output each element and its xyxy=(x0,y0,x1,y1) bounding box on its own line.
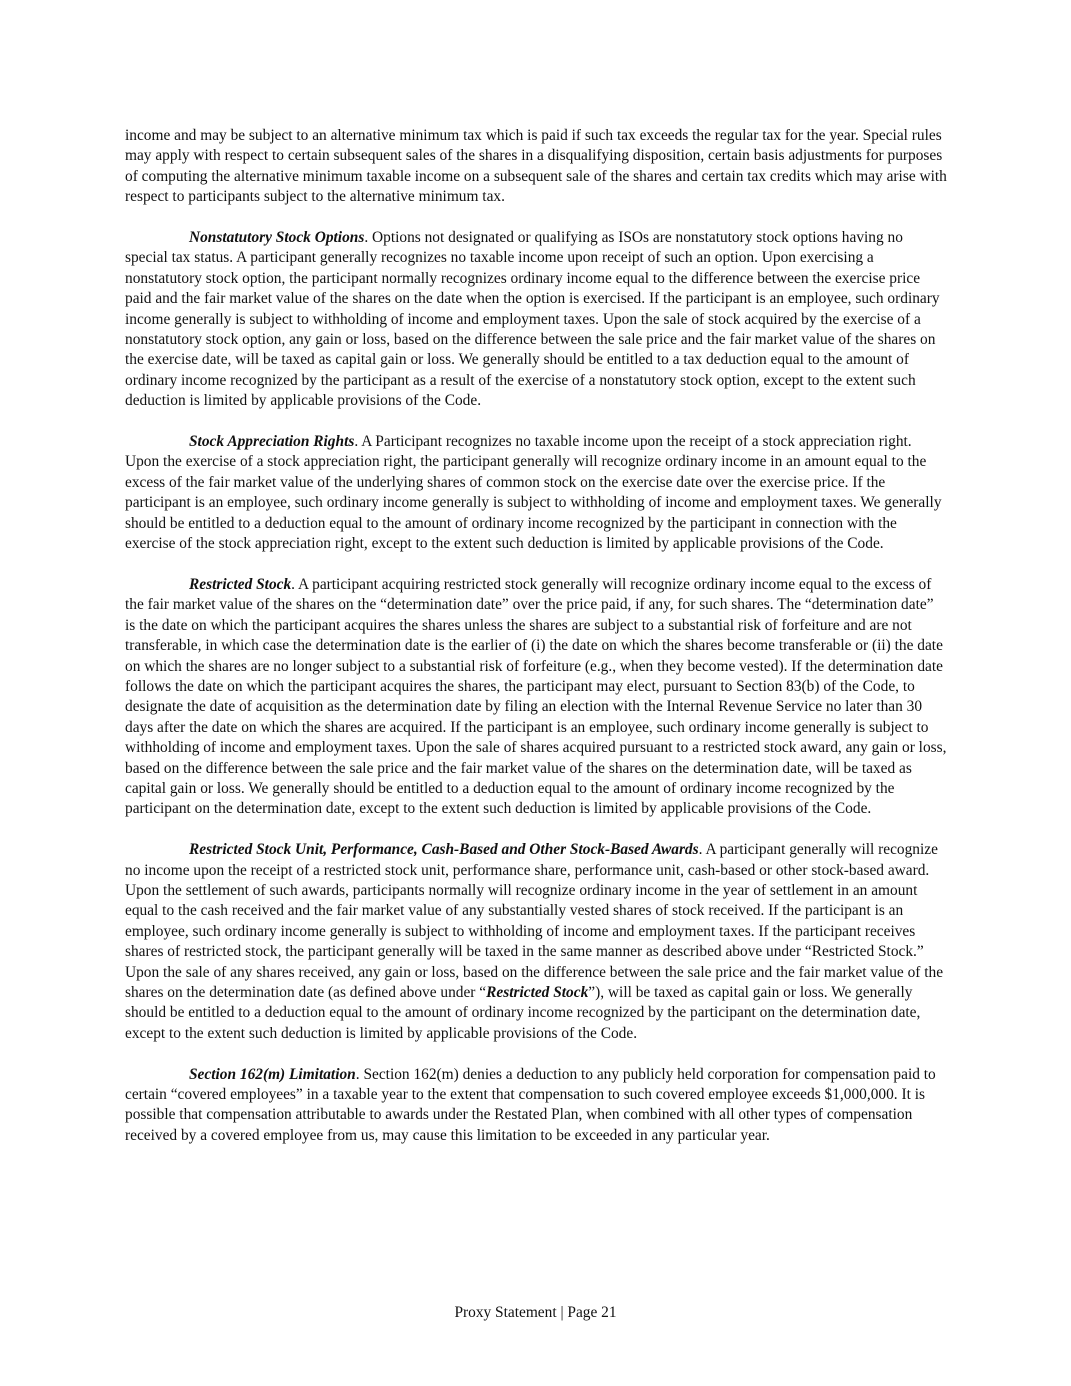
paragraph-gap xyxy=(125,208,947,228)
section-body: . A Participant recognizes no taxable income upon the receipt of a stock appreciation right. Upon the exercise of a stock appreciation right, the participant generally will recognize ordinary income in an amount equal to the excess of the fair market value of the underlying shares of common stock on the exercise date over the exercise price. If the participant is an employee, such ordinary income generally is subject to withholding of income and employment taxes. We generally should be entitled to a deduction equal to the amount of ordinary income recognized by the participant in connection with the exercise of the stock appreciation right, except to the extent such deduction is limited by applicable provisions of the Code. xyxy=(125,433,942,553)
section-body-continued: ”), will be taxed as capital gain or loss. We generally should be entitled to a deduction equal to the amount of ordinary income recognized by the participant on the determination date, except to the extent such deduction is limited by applicable provisions of the Code. xyxy=(125,984,921,1042)
section-stock-appreciation-rights xyxy=(125,432,947,554)
section-heading: Restricted Stock xyxy=(189,575,292,593)
section-rsu-performance-awards xyxy=(125,840,947,1044)
inline-emphasis: Restricted Stock xyxy=(486,984,589,1001)
document-page xyxy=(125,126,947,1146)
section-heading: Restricted Stock Unit, Performance, Cash-Based and Other Stock-Based Awards xyxy=(189,841,699,859)
paragraph-gap xyxy=(125,555,947,575)
section-body: . A participant generally will recognize no income upon the receipt of a restricted stock unit, performance share, performance unit, cash-based or other stock-based award. Upon the settlement of such awards, participants normally will recognize ordinary income in the year of settlement in an amount equal to the cash received and the fair market value of any substantially vested shares of stock received. If the participant is an employee, such ordinary income generally is subject to withholding of income and employment taxes. If the participant receives shares of restricted stock, the participant generally will be taxed in the same manner as described above under “Restricted Stock.” Upon the sale of any shares received, any gain or loss, based on the difference between the sale price and the fair market value of the shares on the determination date (as defined above under “ xyxy=(125,841,944,1001)
paragraph-gap xyxy=(125,820,947,840)
section-body: . Options not designated or qualifying as ISOs are nonstatutory stock options having no special tax status. A participant generally recognizes no taxable income upon receipt of such an option. Upon exercising a nonstatutory stock option, the participant normally recognizes ordinary income equal to the difference between the exercise price paid and the fair market value of the shares on the date when the option is exercised. If the participant is an employee, such ordinary income generally is subject to withholding of income and employment taxes. Upon the sale of stock acquired by the exercise of a nonstatutory stock option, any gain or loss, based on the difference between the sale price and the fair market value of the shares on the exercise date, will be taxed as capital gain or loss. We generally should be entitled to a tax deduction equal to the amount of ordinary income recognized by the participant as a result of the exercise of a nonstatutory stock option, except to the extent such deduction is limited by applicable provisions of the Code. xyxy=(125,229,940,410)
continuation-paragraph: income and may be subject to an alternative minimum tax which is paid if such tax exceeds the regular tax for the year. Special rules may apply with respect to certain subsequent sales of the shares in a disqualifying disposition, certain basis adjustments for purposes of computing the alternative minimum taxable income on a subsequent sale of the shares and certain tax credits which may arise with respect to participants subject to the alternative minimum tax. xyxy=(125,127,947,206)
section-body: . Section 162(m) denies a deduction to any publicly held corporation for compensation paid to certain “covered employees” in a taxable year to the extent that compensation to such covered employee exceeds $1,000,000. It is possible that compensation attributable to awards under the Restated Plan, when combined with all other types of compensation received by a covered employee from us, may cause this limitation to be exceeded in any particular year. xyxy=(125,1065,936,1144)
section-heading: Section 162(m) Limitation xyxy=(189,1065,356,1083)
section-heading: Stock Appreciation Rights xyxy=(189,433,355,451)
paragraph-gap xyxy=(125,1044,947,1064)
paragraph-gap xyxy=(125,412,947,432)
section-nonstatutory-stock-options xyxy=(125,228,947,412)
section-restricted-stock xyxy=(125,575,947,820)
section-162m-limitation xyxy=(125,1065,947,1147)
section-heading: Nonstatutory Stock Options xyxy=(189,229,365,247)
page-footer: Proxy Statement | Page 21 xyxy=(454,1304,617,1321)
section-body: . A participant acquiring restricted stock generally will recognize ordinary income equal to the excess of the fair market value of the shares on the “determination date” over the price paid, if any, for such shares. The “determination date” is the date on which the participant acquires the shares unless the shares are subject to a substantial risk of forfeiture and are not transferable, in which case the determination date is the earlier of (i) the date on which the shares become transferable or (ii) the date on which the shares are no longer subject to a substantial risk of forfeiture (e.g., when they become vested). If the determination date follows the date on which the participant acquires the shares, the participant may elect, pursuant to Section 83(b) of the Code, to designate the date of acquisition as the determination date by filing an election with the Internal Revenue Service no later than 30 days after the date on which the shares are acquired. If the participant is an employee, such ordinary income generally is subject to withholding of income and employment taxes. Upon the sale of shares acquired pursuant to a restricted stock award, any gain or loss, based on the difference between the sale price and the fair market value of the shares on the determination date, will be taxed as capital gain or loss. We generally should be entitled to a deduction equal to the amount of ordinary income recognized by the participant on the determination date, except to the extent such deduction is limited by applicable provisions of the Code. xyxy=(125,575,947,818)
